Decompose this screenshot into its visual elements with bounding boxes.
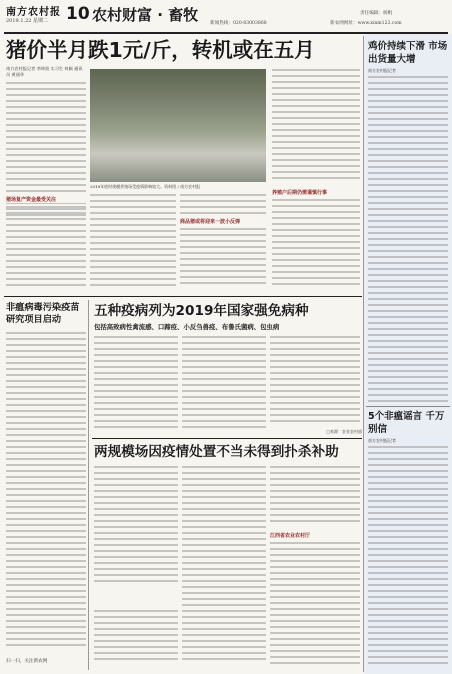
- story3-col3: [270, 336, 360, 428]
- lead-col2-text: [90, 194, 176, 292]
- lead-subhead-1: 猪场复产资金最受关注: [6, 196, 86, 203]
- story4-col1-b: [94, 610, 178, 668]
- photo-caption: 2018年底时规模养殖场受疫情影响较大。资料图 / 南方农村报: [90, 184, 201, 189]
- lead-col3-text-b: [180, 228, 266, 292]
- sidebar-divider: [363, 36, 364, 672]
- story3-source: □来源：农业农村部: [326, 429, 362, 434]
- lead-byline: 南方农村报记者 李坤贤 实习生 何颖 通讯员 黄丽华: [6, 66, 83, 77]
- story4-col3-b: [270, 542, 360, 668]
- sidebar-top-text: [368, 76, 448, 406]
- story4-col3: [270, 466, 360, 530]
- hotline: 新闻热线：020-83003868: [210, 21, 267, 26]
- lead-subhead-3: 养殖户后期仍需谨慎行事: [272, 190, 328, 196]
- lead-bottom-rule: [4, 296, 362, 297]
- lead-col1-text-b: [6, 206, 86, 292]
- story4-col1: [94, 466, 178, 588]
- sidebar-rule: [366, 406, 450, 407]
- lead-col3-text: [180, 194, 266, 216]
- lead-col4-text: [272, 69, 360, 187]
- issue-date: 2019.1.22 星期二: [6, 18, 49, 24]
- story4-headline: 两规模场因疫情处置不当未得到扑杀补助: [94, 444, 339, 460]
- story3-subhead: 包括高致病性禽流感、口蹄疫、小反刍兽疫、布鲁氏菌病、包虫病: [94, 323, 280, 331]
- story2-headline: 非瘟病毒污染疫苗 研究项目启动: [6, 302, 80, 325]
- story2-divider: [88, 300, 89, 670]
- sidebar-top-headline: 鸡价持续下滑 市场出货量大增: [368, 41, 448, 65]
- sidebar-bottom-text: [368, 446, 448, 668]
- newspaper-logo: 南方农村报: [6, 7, 61, 18]
- story3-col1: [94, 336, 178, 436]
- lead-subhead-2: 商品猪或将迎来一波小反弹: [180, 219, 241, 225]
- page-number: 10: [66, 4, 90, 24]
- sidebar-bottom-headline: 5个非瘟谣言 千万别信: [368, 411, 445, 435]
- editor-info: 责任编辑：杨帆: [360, 11, 393, 16]
- site-url: 新农网网址：www.xinm123.com: [330, 21, 402, 26]
- story3-col2: [182, 336, 266, 436]
- sidebar-top-author: 南方农村报记者: [368, 68, 396, 73]
- sidebar-bottom-author: 南方农村报记者: [368, 438, 396, 443]
- story2-footer: 扫一扫，关注新农网: [6, 659, 48, 664]
- story3-bottom-rule: [92, 438, 362, 439]
- story4-col2: [182, 466, 266, 668]
- lead-headline: 猪价半月跌1元/斤，转机或在五月: [6, 38, 315, 62]
- story3-headline: 五种疫病列为2019年国家强免病种: [94, 303, 309, 319]
- story2-text: [6, 332, 86, 650]
- lead-col4-text-b: [272, 199, 360, 292]
- story4-subhead: 江西省农业农村厅: [270, 533, 311, 539]
- section-title: 农村财富 · 畜牧: [92, 6, 199, 24]
- lead-photo: [90, 69, 266, 182]
- masthead: [0, 0, 452, 34]
